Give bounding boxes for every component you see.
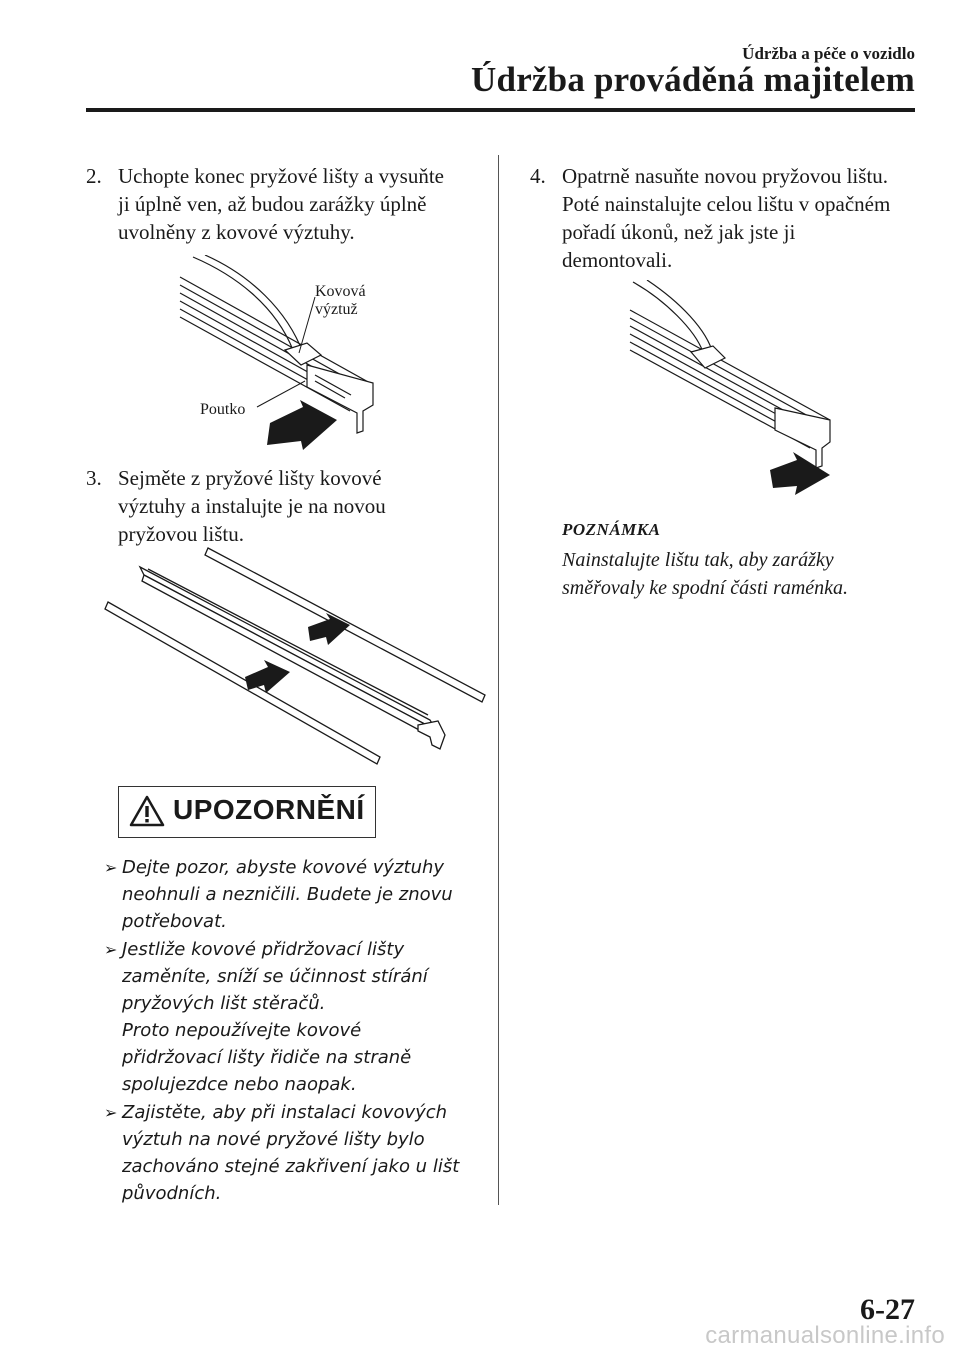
note-line: směřovaly ke spodní části raménka. xyxy=(562,577,849,599)
caution-box xyxy=(118,786,376,838)
step-line: Opatrně nasuňte novou pryžovou lištu. xyxy=(562,164,889,188)
caution-line: neohnuli a nezničili. Budete je znovu xyxy=(122,884,453,905)
watermark: carmanualsonline.info xyxy=(705,1322,945,1349)
note-line: Nainstalujte lištu tak, aby zarážky xyxy=(562,549,834,571)
warning-triangle-icon xyxy=(129,795,165,827)
caution-line: přidržovací lišty řidiče na straně xyxy=(122,1047,412,1068)
caution-item xyxy=(104,854,484,935)
label-metal-reinforcement: Kovová výztuž xyxy=(315,283,366,318)
insert-arrow-icon xyxy=(245,660,290,693)
caution-line: Zajistěte, aby při instalaci kovových xyxy=(122,1102,448,1123)
triangle-right-icon: ➢ xyxy=(104,858,118,877)
page-title: Údržba prováděná majitelem xyxy=(471,60,915,99)
label-loop: Poutko xyxy=(200,401,246,418)
caution-line: pryžových lišt stěračů. xyxy=(122,993,326,1014)
caution-line: zaměníte, sníží se účinnost stírání xyxy=(122,966,428,987)
note-body xyxy=(562,546,922,602)
triangle-right-icon: ➢ xyxy=(104,1103,118,1122)
caution-line: Proto nepoužívejte kovové xyxy=(122,1020,362,1041)
leader-line xyxy=(257,381,305,407)
step-4 xyxy=(530,162,930,274)
step-line: výztuhy a instalujte je na novou xyxy=(118,494,386,518)
note-heading: POZNÁMKA xyxy=(562,520,661,539)
step-line: uvolněny z kovové výztuhy. xyxy=(118,220,355,244)
page-number: 6-27 xyxy=(860,1293,915,1326)
step-3 xyxy=(86,464,486,548)
step-line: Uchopte konec pryžové lišty a vysuňte xyxy=(118,164,444,188)
step-2 xyxy=(86,162,486,246)
caution-line: původních. xyxy=(122,1183,222,1204)
caution-item xyxy=(104,1099,484,1207)
caution-item xyxy=(104,936,484,1098)
caution-line: Jestliže kovové přidržovací lišty xyxy=(122,939,405,960)
column-divider xyxy=(498,155,499,1205)
step-line: pořadí úkonů, než jak jste ji xyxy=(562,220,796,244)
step-number: 4. xyxy=(530,164,546,188)
step-number: 3. xyxy=(86,466,102,490)
step-line: pryžovou lištu. xyxy=(118,522,244,546)
header-rule xyxy=(86,108,915,112)
pull-direction-arrow-icon xyxy=(267,400,337,450)
figure-insert-blade xyxy=(625,280,840,500)
figure-metal-reinforcements xyxy=(100,545,490,770)
caution-line: výztuh na nové pryžové lišty bylo xyxy=(122,1129,425,1150)
step-line: demontovali. xyxy=(562,248,673,272)
step-line: ji úplně ven, až budou zarážky úplně xyxy=(118,192,427,216)
caution-line: Dejte pozor, abyste kovové výztuhy xyxy=(122,857,445,878)
caution-line: potřebovat. xyxy=(122,911,227,932)
section-subtitle: Údržba a péče o vozidlo xyxy=(742,44,915,63)
step-number: 2. xyxy=(86,164,102,188)
figure-pull-blade xyxy=(175,255,390,455)
caution-title: UPOZORNĚNÍ xyxy=(173,794,365,825)
wiper-blade-insert-illustration xyxy=(625,280,840,500)
step-line: Poté nainstalujte celou lištu v opačném xyxy=(562,192,891,216)
caution-line: spolujezdce nebo naopak. xyxy=(122,1074,357,1095)
caution-line: zachováno stejné zakřivení jako u lišt xyxy=(122,1156,460,1177)
caution-list xyxy=(104,854,484,1208)
step-line: Sejměte z pryžové lišty kovové xyxy=(118,466,382,490)
triangle-right-icon: ➢ xyxy=(104,940,118,959)
blade-and-strips-illustration xyxy=(100,545,490,770)
